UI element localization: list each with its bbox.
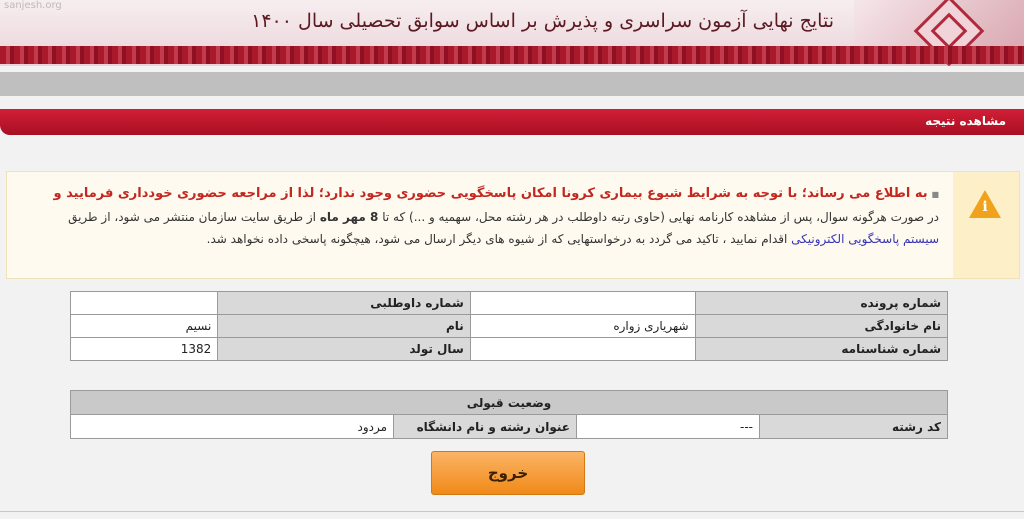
- table-row: [71, 338, 948, 361]
- field-code-label: کد رشته: [760, 415, 948, 439]
- admission-status-header: وضعیت قبولی: [71, 391, 948, 415]
- candidate-info-table: [70, 291, 948, 361]
- support-system-link[interactable]: سیستم پاسخگویی الکترونیکی: [791, 232, 939, 246]
- header-banner: [0, 0, 1024, 66]
- field-title-label: عنوان رشته و نام دانشگاه: [394, 415, 577, 439]
- header-stripe: [0, 46, 1024, 64]
- notice-body-1: در صورت هرگونه سوال، پس از مشاهده کارنامه نهایی (حاوی رتبه داوطلب در هر رشته محل، سهمیه و ...) که تا: [382, 210, 939, 224]
- notice-icon-area: [953, 172, 1019, 278]
- notice-body-3: اقدام نمایید ، تاکید می گردد به درخواستهایی که از شیوه های دیگر ارسال می شود، هیچگونه پاسخی داده نخواهد شد.: [206, 232, 788, 246]
- nav-bar: [0, 72, 1024, 96]
- candidate-number-value: [71, 292, 218, 315]
- notice-text: [34, 182, 939, 250]
- section-title: مشاهده نتیجه: [925, 114, 1006, 128]
- divider: [0, 511, 1024, 512]
- file-number-value: [470, 292, 695, 315]
- first-name-label: نام: [218, 315, 470, 338]
- first-name-value: نسیم: [71, 315, 218, 338]
- last-name-value: شهریاری زواره: [470, 315, 695, 338]
- birth-year-label: سال تولد: [218, 338, 470, 361]
- section-bar: [0, 109, 1024, 135]
- exit-button[interactable]: خروج: [431, 451, 585, 495]
- admission-status-table: [70, 390, 948, 439]
- notice-body-2: از طریق سایت سازمان منتشر می شود، از طریق: [68, 210, 317, 224]
- id-number-value: [470, 338, 695, 361]
- table-row: [71, 415, 948, 439]
- notice-date: 8 مهر ماه: [319, 210, 379, 224]
- warning-icon-glyph: i: [982, 199, 988, 215]
- file-number-label: شماره پرونده: [695, 292, 947, 315]
- table-row: [71, 315, 948, 338]
- field-code-value: ---: [577, 415, 760, 439]
- watermark: sanjesh.org: [4, 0, 62, 11]
- birth-year-value: 1382: [71, 338, 218, 361]
- table-row: [71, 391, 948, 415]
- last-name-label: نام خانوادگی: [695, 315, 947, 338]
- notice-headline: به اطلاع می رساند؛ با توجه به شرایط شیوع بیماری کرونا امکان پاسخگویی حضوری وجود ندارد؛ لذا از مراجعه حضوری خودداری فرمایید و: [53, 186, 928, 201]
- notice-bullet: ■: [931, 190, 939, 199]
- page-title: نتایج نهایی آزمون سراسری و پذیرش بر اساس سوابق تحصیلی سال ۱۴۰۰: [251, 10, 834, 32]
- notice-box: [6, 171, 1020, 279]
- field-title-value: مردود: [71, 415, 394, 439]
- candidate-number-label: شماره داوطلبی: [218, 292, 470, 315]
- id-number-label: شماره شناسنامه: [695, 338, 947, 361]
- table-row: [71, 292, 948, 315]
